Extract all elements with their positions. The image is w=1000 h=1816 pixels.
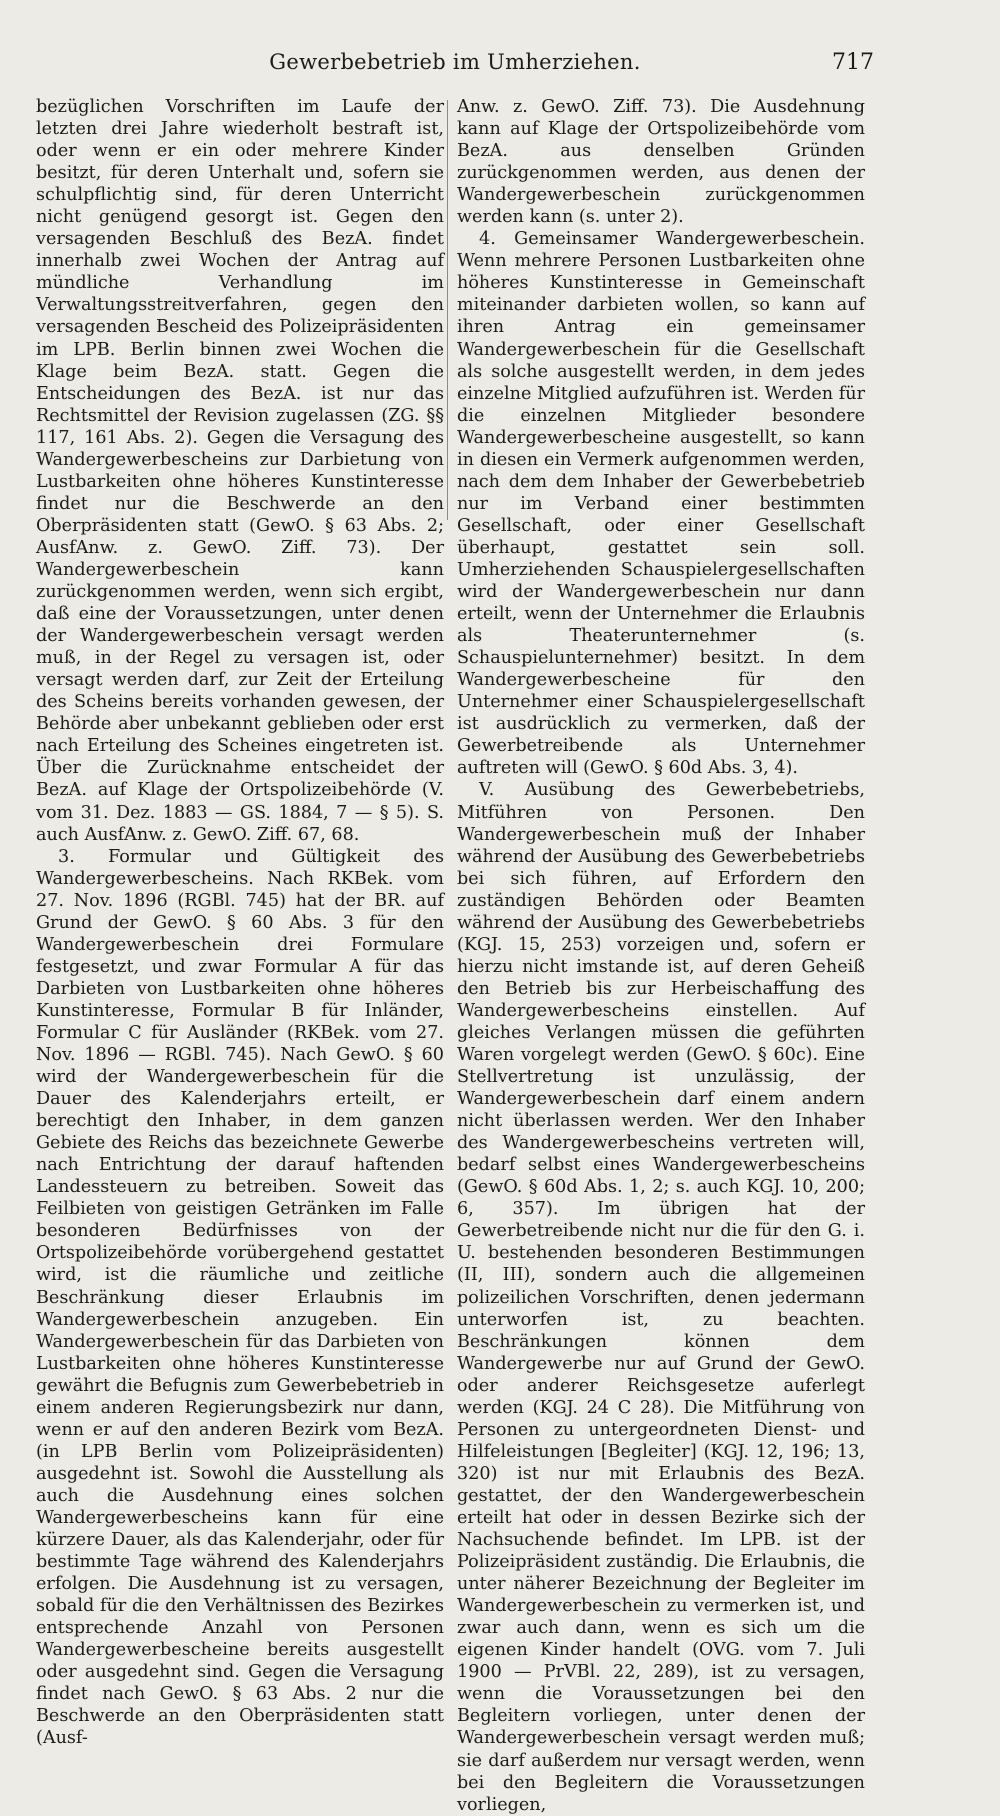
paragraph-left-1: bezüglichen Vorschriften im Laufe der letzten drei Jahre wiederholt bestraft ist, oder wenn er ein oder mehrere Kinder besitzt, für deren Unterhalt und, sofern sie schulpflichtig sind, für deren Unterricht nicht genügend gesorgt ist. Gegen den versagenden Beschluß des BezA. findet innerhalb zwei Wochen der Antrag auf mündliche Verhandlung im Verwaltungsstreitverfahren, gegen den versagenden Bescheid des Polizeipräsidenten im LPB. Berlin binnen zwei Wochen die Klage beim BezA. statt. Gegen die Entscheidungen des BezA. ist nur das Rechtsmittel der Revision zugelassen (ZG. §§ 117, 161 Abs. 2). Gegen die Versagung des Wandergewerbescheins zur Darbietung von Lustbarkeiten ohne höheres Kunstinteresse findet nur die Beschwerde an den Oberpräsidenten statt (GewO. § 63 Abs. 2; AusfAnw. z. GewO. Ziff. 73). Der Wandergewerbeschein kann zurückgenommen werden, wenn sich ergibt, daß eine der Voraussetzungen, unter denen der Wandergewerbeschein versagt werden muß, in der Regel zu versagen ist, oder versagt werden darf, zur Zeit der Erteilung des Scheins bereits vorhanden gewesen, der Behörde aber unbekannt geblieben oder erst nach Erteilung des Scheines eingetreten ist. Über die Zurücknahme entscheidet der BezA. auf Klage der Ortspolizeibehörde (V. vom 31. Dez. 1883 — GS. 1884, 7 — § 5). S. auch AusfAnw. z. GewO. Ziff. 67, 68. — [36, 97, 444, 845]
page-number: 717 — [832, 50, 874, 75]
column-divider — [447, 100, 448, 520]
right-column — [457, 96, 865, 1815]
paragraph-right-3: V. Ausübung des Gewerbebetriebs, Mitführen von Personen. Den Wandergewerbeschein muß der Inhaber während der Ausübung des Gewerbebetriebs bei sich führen, auf Erfordern den zuständigen Behörden oder Beamten während der Ausübung des Gewerbebetriebs (KGJ. 15, 253) vorzeigen und, sofern er hierzu nicht imstande ist, auf deren Geheiß den Betrieb bis zur Herbeischaffung des Wandergewerbescheins einstellen. Auf gleiches Verlangen müssen die geführten Waren vorgelegt werden (GewO. § 60c). Eine Stellvertretung ist unzulässig, der Wandergewerbeschein darf einem andern nicht überlassen werden. Wer den Inhaber des Wandergewerbescheins vertreten will, bedarf selbst eines Wandergewerbescheins (GewO. § 60d Abs. 1, 2; s. auch KGJ. 10, 200; 6, 357). Im übrigen hat der Gewerbetreibende nicht nur die für den G. i. U. bestehenden besonderen Bestimmungen (II, III), sondern auch die allgemeinen polizeilichen Vorschriften, denen jedermann unterworfen ist, zu beachten. Beschränkungen können dem Wandergewerbe nur auf Grund der GewO. oder anderer Reichsgesetze auferlegt werden (KGJ. 24 C 28). Die Mitführung von Personen zu untergeordneten Dienst- und Hilfeleistungen [Begleiter] (KGJ. 12, 196; 13, 320) ist nur mit Erlaubnis des BezA. gestattet, der den Wandergewerbeschein erteilt hat oder in dessen Bezirke sich der Nachsuchende befindet. Im LPB. ist der Polizeipräsident zuständig. Die Erlaubnis, die unter näherer Bezeichnung der Begleiter im Wandergewerbeschein zu vermerken ist, und zwar auch dann, wenn es sich um die eigenen Kinder handelt (OVG. vom 7. Juli 1900 — PrVBl. 22, 289), ist zu versagen, wenn die Voraussetzungen bei den Begleitern vorliegen, unter denen der Wandergewerbeschein versagt werden muß; sie darf außerdem nur versagt werden, wenn bei den Begleitern die Voraussetzungen vorliegen, — [457, 780, 865, 1815]
paragraph-right-2: 4. Gemeinsamer Wandergewerbeschein. Wenn mehrere Personen Lustbarkeiten ohne höheres Kunstinteresse in Gemeinschaft miteinander darbieten wollen, so kann auf ihren Antrag ein gemeinsamer Wandergewerbeschein für die Gesellschaft als solche ausgestellt werden, in dem jedes einzelne Mitglied aufzuführen ist. Werden für die einzelnen Mitglieder besondere Wandergewerbescheine ausgestellt, so kann in diesen ein Vermerk aufgenommen werden, nach dem dem Inhaber der Gewerbebetrieb nur im Verband einer bestimmten Gesellschaft, oder einer Gesellschaft überhaupt, gestattet sein soll. Umherziehenden Schauspielergesellschaften wird der Wandergewerbeschein nur dann erteilt, wenn der Unternehmer die Erlaubnis als Theaterunternehmer (s. Schauspielunternehmer) besitzt. In dem Wandergewerbescheine für den Unternehmer einer Schauspielergesellschaft ist ausdrücklich zu vermerken, daß der Gewerbetreibende als Unternehmer auftreten will (GewO. § 60d Abs. 3, 4). — [457, 229, 865, 779]
paragraph-right-1: Anw. z. GewO. Ziff. 73). Die Ausdehnung kann auf Klage der Ortspolizeibehörde vom BezA. aus denselben Gründen zurückgenommen werden, aus denen der Wandergewerbeschein zurückgenommen werden kann (s. unter 2). — [457, 97, 865, 228]
running-title: Gewerbebetrieb im Umherziehen. — [269, 50, 641, 74]
paragraph-left-2: 3. Formular und Gültigkeit des Wandergewerbescheins. Nach RKBek. vom 27. Nov. 1896 (RGBl. 745) hat der BR. auf Grund der GewO. § 60 Abs. 3 für den Wandergewerbeschein drei Formulare festgesetzt, und zwar Formular A für das Darbieten von Lustbarkeiten ohne höheres Kunstinteresse, Formular B für Inländer, Formular C für Ausländer (RKBek. vom 27. Nov. 1896 — RGBl. 745). Nach GewO. § 60 wird der Wandergewerbeschein für die Dauer des Kalenderjahrs erteilt, er berechtigt den Inhaber, in dem ganzen Gebiete des Reichs das bezeichnete Gewerbe nach Entrichtung der darauf haftenden Landessteuern zu betreiben. Soweit das Feilbieten von geistigen Getränken im Falle besonderen Bedürfnisses von der Ortspolizeibehörde vorübergehend gestattet wird, ist die räumliche und zeitliche Beschränkung dieser Erlaubnis im Wandergewerbeschein anzugeben. Ein Wandergewerbeschein für das Darbieten von Lustbarkeiten ohne höheres Kunstinteresse gewährt die Befugnis zum Gewerbebetrieb in einem anderen Regierungsbezirk nur dann, wenn er auf den anderen Bezirk vom BezA. (in LPB Berlin vom Polizeipräsidenten) ausgedehnt ist. Sowohl die Ausstellung als auch die Ausdehnung eines solchen Wandergewerbescheins kann für eine kürzere Dauer, als das Kalenderjahr, oder für bestimmte Tage während des Kalenderjahrs erfolgen. Die Ausdehnung ist zu versagen, sobald für die den Verhältnissen des Bezirkes entsprechende Anzahl von Personen Wandergewerbescheine bereits ausgestellt oder ausgedehnt sind. Gegen die Versagung findet nach GewO. § 63 Abs. 2 nur die Beschwerde an den Oberpräsidenten statt (Ausf- — [36, 846, 444, 1749]
left-column — [36, 96, 444, 1749]
